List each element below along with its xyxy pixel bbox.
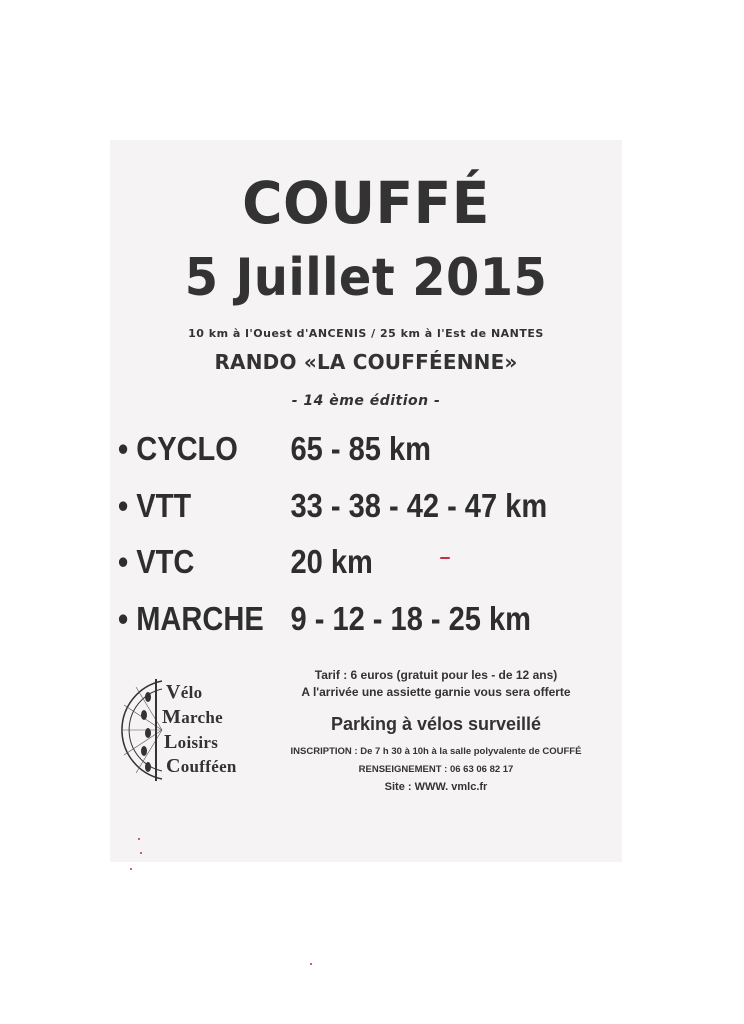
activity-name: • VTC [118, 543, 195, 580]
poster-title: COUFFÉ [242, 169, 490, 237]
activity-distance: 65 - 85 km [290, 430, 431, 467]
logo-line-coufféen: Coufféen [166, 755, 237, 777]
poster-sheet [110, 140, 622, 862]
scan-speck [440, 557, 450, 559]
site-line: Site : WWW. vmlc.fr [384, 781, 488, 793]
rando-title: RANDO «LA COUFFÉENNE» [214, 350, 518, 374]
tarif-line: Tarif : 6 euros (gratuit pour les - de 12 ans) [314, 668, 558, 682]
activity-cyclo [118, 430, 431, 478]
location-line: 10 km à l'Ouest d'ANCENIS / 25 km à l'Est de NANTES [188, 327, 544, 340]
scan-speck [310, 963, 312, 965]
poster-date: 5 Juillet 2015 [184, 248, 548, 308]
activity-marche [118, 600, 531, 648]
activity-distance: 9 - 12 - 18 - 25 km [290, 600, 532, 637]
logo-line-velo: Vélo [166, 681, 203, 703]
wheel-icon [118, 675, 168, 785]
scan-speck [130, 868, 132, 870]
logo-line-marche: Marche [162, 706, 223, 728]
scan-speck [140, 852, 142, 854]
activity-name: • VTT [118, 487, 192, 524]
edition-line: - 14 ème édition - [291, 393, 441, 409]
activity-distance: 20 km [290, 543, 373, 580]
inscription-line: INSCRIPTION : De 7 h 30 à 10h à la salle polyvalente de COUFFÉ [290, 746, 582, 757]
activity-name: • CYCLO [118, 430, 238, 467]
renseignement-line: RENSEIGNEMENT : 06 63 06 82 17 [358, 764, 514, 775]
logo-line-loisirs: Loisirs [164, 731, 219, 753]
scan-speck [138, 838, 140, 840]
assiette-line: A l'arrivée une assiette garnie vous sera offerte [301, 685, 571, 699]
activity-vtc [118, 543, 373, 591]
activity-vtt [118, 487, 547, 535]
activity-name: • MARCHE [118, 600, 264, 637]
activity-distance: 33 - 38 - 42 - 47 km [290, 487, 548, 524]
parking-line: Parking à vélos surveillé [330, 714, 542, 734]
